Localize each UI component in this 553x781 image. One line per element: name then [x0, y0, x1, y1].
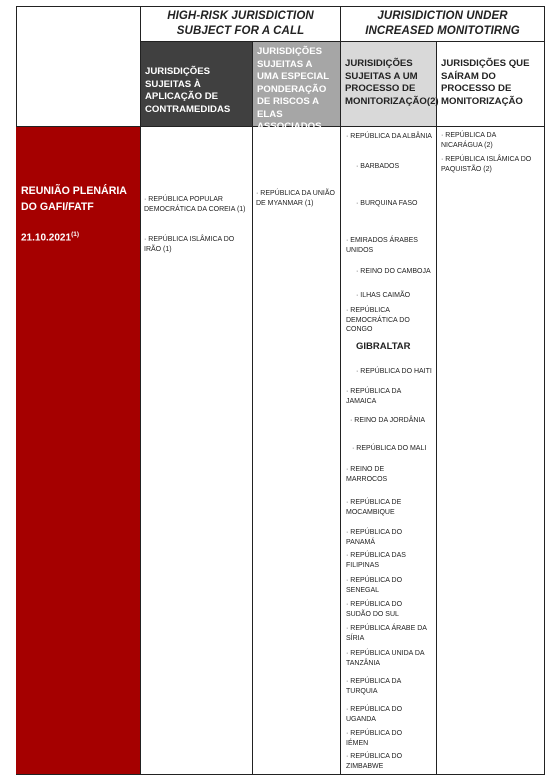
high-risk-header-text: HIGH-RISK JURISDICTION SUBJECT FOR A CALL: [167, 10, 314, 37]
list-item: · REPÚBLICA DO MALI: [352, 445, 427, 452]
meeting-cell: [16, 127, 141, 775]
list-item: · REPÚBLICA DA ALBÂNIA: [346, 133, 432, 140]
meeting-date: [21, 231, 140, 243]
list-item: · EMIRADOS ÁRABES UNIDOS: [346, 237, 418, 254]
meeting-date-value: 21.10.2021: [21, 232, 72, 244]
countermeasures-header-text: JURISDIÇÕES SUJEITAS À APLICAÇÃO DE CONTRAMEDIDAS: [145, 66, 231, 115]
list-item: · REPÚBLICA DO SENEGAL: [346, 577, 403, 594]
corner-cell: [16, 6, 141, 127]
list-item: · REPÚBLICA DA NICARÁGUA (2): [441, 132, 496, 149]
special-weighting-header: [253, 42, 341, 132]
list-item: · REPÚBLICA DA JAMAICA: [346, 388, 401, 405]
list-item: · REPÚBLICA DO ZIMBABWE: [346, 753, 403, 770]
list-item: · BURQUINA FASO: [356, 200, 418, 207]
left-monitoring-header: [437, 42, 545, 127]
list-item: · REPÚBLICA DEMOCRÁTICA DO CONGO: [346, 307, 410, 333]
under-monitoring-header-text: JURISIDIÇÕES SUJEITAS A UM PROCESSO DE MONITORIZAÇÃO(2): [345, 58, 439, 107]
special-weighting-header-text: JURISDIÇÕES SUJEITAS A UMA ESPECIAL PONDERAÇÃO DE RISCOS A ELAS ASSOCIADOS: [257, 46, 329, 132]
list-item: · REPÚBLICA DE MOCAMBIQUE: [346, 499, 402, 516]
list-item: · REPÚBLICA DAS FILIPINAS: [346, 552, 406, 569]
list-item: · REPÚBLICA ISLÂMICA DO PAQUISTÃO (2): [441, 156, 532, 173]
list-item: · REPÚBLICA POPULAR DEMOCRÁTICA DA COREIA (1): [144, 196, 246, 213]
list-item: · BARBADOS: [356, 163, 400, 170]
countermeasures-header: [141, 42, 253, 127]
list-item: · REPÚBLICA DO SUDÃO DO SUL: [346, 601, 403, 618]
countermeasures-column: [141, 127, 253, 775]
left-monitoring-header-text: JURISDIÇÕES QUE SAÍRAM DO PROCESSO DE MONITORIZAÇÃO: [441, 58, 530, 107]
increased-monitoring-header-text: JURISIDICTION UNDER INCREASED MONITOTIRNG: [365, 10, 520, 37]
list-item: · REPÚBLICA DO HAITI: [356, 368, 432, 375]
list-item: GIBRALTAR: [356, 341, 411, 352]
list-item: · REPÚBLICA DO PANAMÁ: [346, 529, 403, 546]
left-monitoring-column: [437, 127, 545, 775]
meeting-line-2: DO GAFI/FATF: [21, 201, 94, 213]
under-monitoring-header: [341, 42, 437, 127]
list-item: · REINO DO CAMBOJA: [356, 268, 431, 275]
list-item: · REINO DE MARROCOS: [346, 466, 388, 483]
meeting-line-1: REUNIÃO PLENÁRIA: [21, 185, 127, 197]
list-item: · REPÚBLICA DA TURQUIA: [346, 678, 401, 695]
meeting-date-note: (1): [71, 231, 80, 238]
increased-monitoring-header: [341, 6, 545, 42]
list-item: · REPÚBLICA ÁRABE DA SÍRIA: [346, 625, 427, 642]
list-item: · REPÚBLICA DA UNIÃO DE MYANMAR (1): [256, 190, 335, 207]
special-weighting-column: [253, 127, 341, 775]
list-item: · REPÚBLICA ISLÂMICA DO IRÃO (1): [144, 236, 235, 253]
list-item: · ILHAS CAIMÃO: [356, 292, 411, 299]
list-item: · REINO DA JORDÂNIA: [350, 417, 426, 424]
list-item: · REPÚBLICA UNIDA DA TANZÂNIA: [346, 650, 425, 667]
list-item: · REPÚBLICA DO UGANDA: [346, 706, 403, 723]
list-item: · REPÚBLICA DO IÉMEN: [346, 730, 403, 747]
high-risk-header: [141, 6, 341, 42]
